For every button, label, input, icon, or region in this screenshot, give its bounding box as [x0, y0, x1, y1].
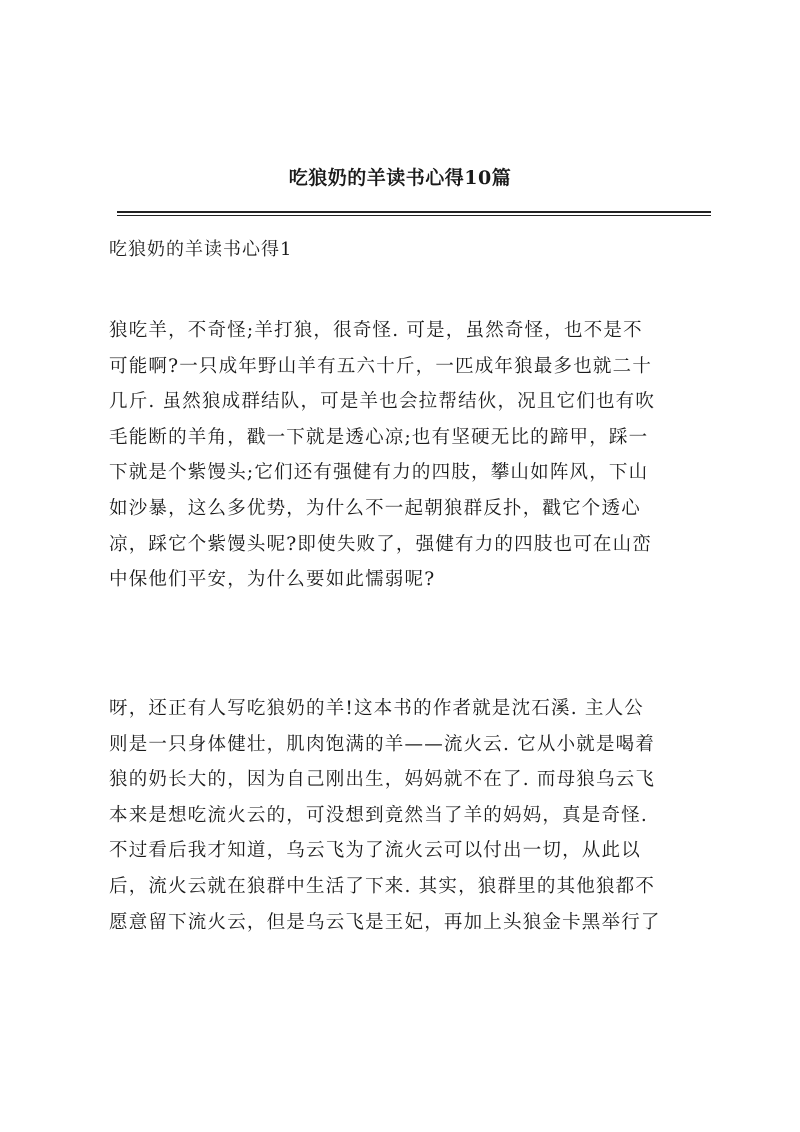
- paragraph-line: 如沙暴，这么多优势，为什么不一起朝狼群反扑，戳它个透心: [109, 497, 641, 519]
- paragraph-line: 后，流火云就在狼群中生活了下来. 其实，狼群里的其他狼都不: [109, 875, 656, 897]
- paragraph-1: [109, 313, 709, 598]
- paragraph-2: [109, 691, 709, 940]
- paragraph-line: 几斤. 虽然狼成群结队，可是羊也会拉帮结伙，况且它们也有吹: [109, 391, 656, 413]
- section-heading: 吃狼奶的羊读书心得1: [109, 239, 293, 260]
- paragraph-line: 中保他们平安，为什么要如此懦弱呢?: [109, 569, 436, 591]
- paragraph-line: 呀，还正有人写吃狼奶的羊!这本书的作者就是沈石溪. 主人公: [109, 698, 644, 719]
- paragraph-line: 则是一只身体健壮，肌肉饱满的羊——流火云. 它从小就是喝着: [109, 733, 656, 755]
- paragraph-line: 可能啊?一只成年野山羊有五六十斤，一匹成年狼最多也就二十: [109, 355, 653, 377]
- paragraph-line: 不过看后我才知道，乌云飞为了流火云可以付出一切，从此以: [109, 840, 641, 862]
- paragraph-line: 毛能断的羊角，戳一下就是透心凉;也有坚硬无比的蹄甲，踩一: [109, 426, 649, 448]
- paragraph-line: 下就是个紫馒头;它们还有强健有力的四肢，攀山如阵风，下山: [109, 462, 649, 484]
- paragraph-line: 狼的奶长大的，因为自己刚出生，妈妈就不在了. 而母狼乌云飞: [109, 769, 656, 791]
- paragraph-line: 狼吃羊，不奇怪;羊打狼，很奇怪. 可是，虽然奇怪，也不是不: [109, 320, 643, 341]
- title-divider: [117, 211, 711, 216]
- paragraph-line: 本来是想吃流火云的，可没想到竟然当了羊的妈妈，真是奇怪.: [109, 804, 648, 826]
- paragraph-line: 愿意留下流火云，但是乌云飞是王妃，再加上头狼金卡黑举行了: [109, 911, 661, 933]
- document-title: 吃狼奶的羊读书心得10篇: [288, 167, 512, 189]
- paragraph-line: 凉，踩它个紫馒头呢?即使失败了，强健有力的四肢也可在山峦: [109, 533, 653, 555]
